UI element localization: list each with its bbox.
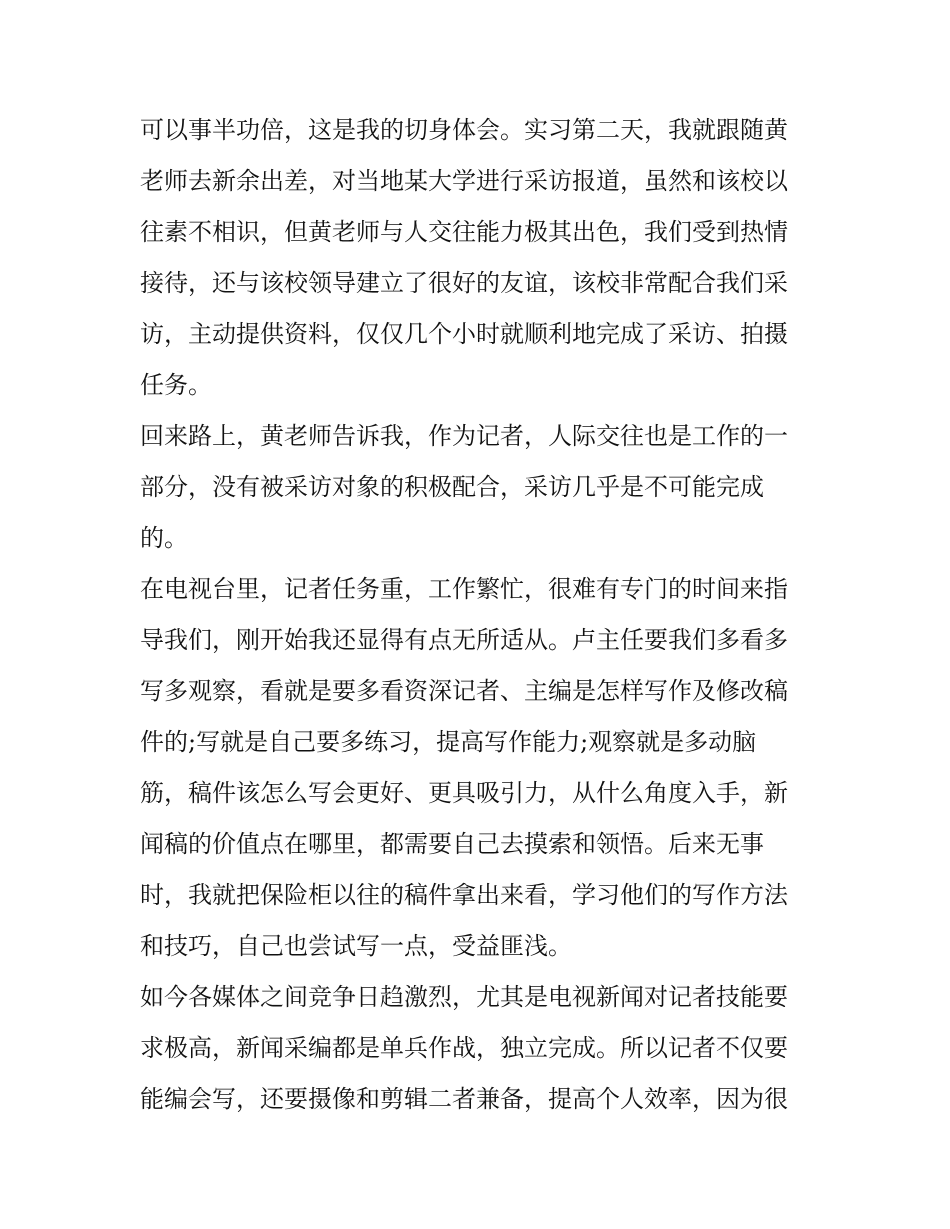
text-line: 能编会写，还要摄像和剪辑二者兼备，提高个人效率，因为很 xyxy=(140,1085,788,1113)
text-line: 回来路上，黄老师告诉我，作为记者，人际交往也是工作的一 xyxy=(140,422,788,450)
text-line: 接待，还与该校领导建立了很好的友谊，该校非常配合我们采 xyxy=(140,269,788,297)
text-line: 老师去新余出差，对当地某大学进行采访报道，虽然和该校以 xyxy=(140,167,788,195)
text-line: 和技巧，自己也尝试写一点，受益匪浅。 xyxy=(140,932,572,960)
text-line: 部分，没有被采访对象的积极配合，采访几乎是不可能完成 xyxy=(140,473,764,501)
text-line: 筋，稿件该怎么写会更好、更具吸引力，从什么角度入手，新 xyxy=(140,779,788,807)
text-line: 如今各媒体之间竞争日趋激烈，尤其是电视新闻对记者技能要 xyxy=(140,983,788,1011)
text-line: 闻稿的价值点在哪里，都需要自己去摸索和领悟。后来无事 xyxy=(140,830,764,858)
text-line: 任务。 xyxy=(140,371,212,399)
text-line: 的。 xyxy=(140,524,188,552)
text-line: 求极高，新闻采编都是单兵作战，独立完成。所以记者不仅要 xyxy=(140,1034,788,1062)
text-line: 往素不相识，但黄老师与人交往能力极其出色，我们受到热情 xyxy=(140,218,788,246)
text-line: 可以事半功倍，这是我的切身体会。实习第二天，我就跟随黄 xyxy=(140,116,788,144)
text-line: 导我们，刚开始我还显得有点无所适从。卢主任要我们多看多 xyxy=(140,626,788,654)
document-body xyxy=(140,105,830,1125)
text-line: 在电视台里，记者任务重，工作繁忙，很难有专门的时间来指 xyxy=(140,575,788,603)
text-line: 写多观察，看就是要多看资深记者、主编是怎样写作及修改稿 xyxy=(140,677,788,705)
text-line: 访，主动提供资料，仅仅几个小时就顺利地完成了采访、拍摄 xyxy=(140,320,788,348)
text-line: 时，我就把保险柜以往的稿件拿出来看，学习他们的写作方法 xyxy=(140,881,788,909)
text-line: 件的;写就是自己要多练习，提高写作能力;观察就是多动脑 xyxy=(140,728,757,756)
